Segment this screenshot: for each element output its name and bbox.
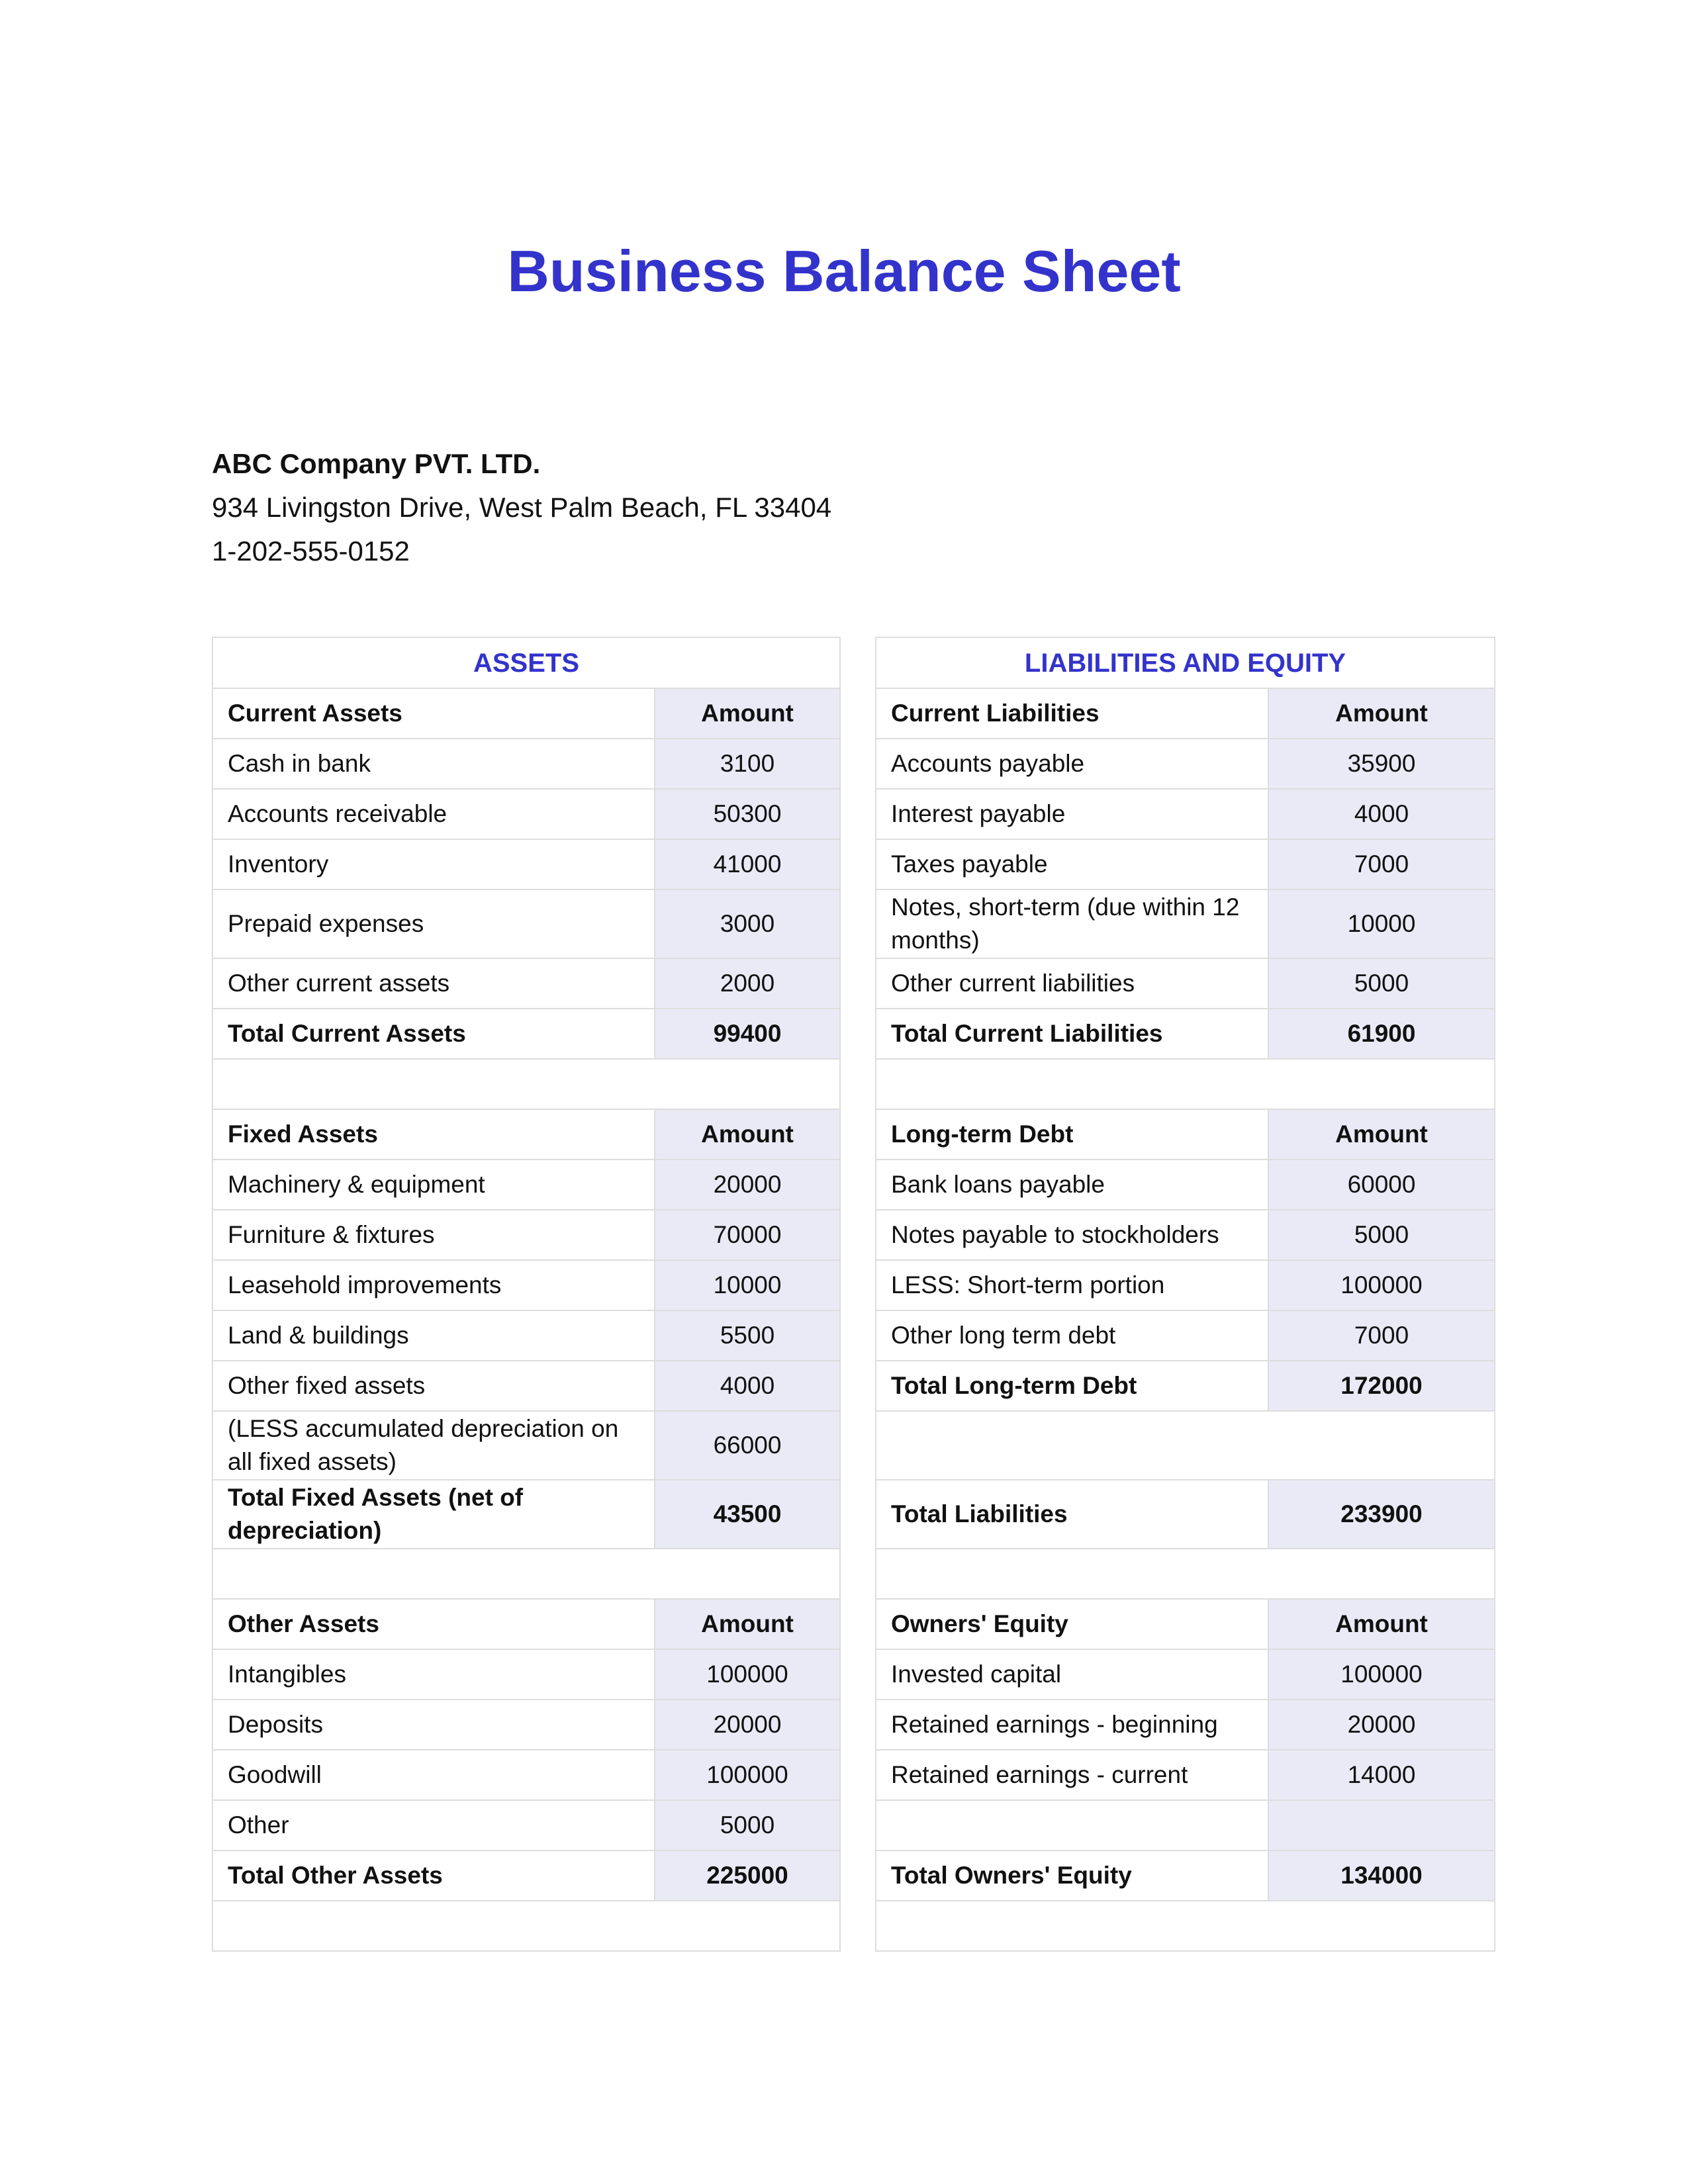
owners-equity-header-row: [876, 1599, 1495, 1649]
total-amount: 172000: [1268, 1361, 1495, 1411]
table-row: [212, 1210, 840, 1260]
row-amount: 7000: [1268, 839, 1495, 889]
total-label: Total Current Assets: [212, 1009, 655, 1059]
assets-table: [212, 637, 841, 1952]
row-amount: 5000: [1268, 958, 1495, 1009]
liabilities-table: [875, 637, 1495, 1952]
table-row: [212, 1750, 840, 1800]
row-label: Interest payable: [876, 789, 1268, 839]
table-row: [876, 1260, 1495, 1310]
row-label: Cash in bank: [212, 739, 655, 789]
company-address: 934 Livingston Drive, West Palm Beach, FL 33404: [212, 492, 832, 523]
total-amount: 43500: [655, 1480, 840, 1549]
amount-header: Amount: [1268, 1599, 1495, 1649]
row-label: Other current liabilities: [876, 958, 1268, 1009]
current-assets-header: Current Assets: [212, 688, 655, 739]
amount-header: Amount: [655, 1109, 840, 1160]
table-row: [212, 1260, 840, 1310]
row-label: Retained earnings - beginning: [876, 1700, 1268, 1750]
row-label: Other fixed assets: [212, 1361, 655, 1411]
table-row: [876, 739, 1495, 789]
table-row: [876, 1160, 1495, 1210]
row-amount: 14000: [1268, 1750, 1495, 1800]
row-label: Leasehold improvements: [212, 1260, 655, 1310]
long-term-debt-header-row: [876, 1109, 1495, 1160]
row-amount: 4000: [655, 1361, 840, 1411]
row-amount: 5500: [655, 1310, 840, 1361]
table-row: [876, 1750, 1495, 1800]
total-row: [212, 1009, 840, 1059]
table-row: [876, 1700, 1495, 1750]
row-amount: 7000: [1268, 1310, 1495, 1361]
total-label: Total Current Liabilities: [876, 1009, 1268, 1059]
row-amount: 35900: [1268, 739, 1495, 789]
spacer-cell: [876, 1411, 1495, 1480]
row-label: LESS: Short-term portion: [876, 1260, 1268, 1310]
spacer-row: [876, 1549, 1495, 1599]
spacer-row: [876, 1411, 1495, 1480]
row-label: Prepaid expenses: [212, 889, 655, 958]
table-row: [212, 1310, 840, 1361]
row-amount: 41000: [655, 839, 840, 889]
empty-amount-cell: [1268, 1800, 1495, 1850]
total-label: Total Long-term Debt: [876, 1361, 1268, 1411]
spacer-row: [212, 1549, 840, 1599]
assets-heading: ASSETS: [212, 637, 840, 688]
spacer-cell: [876, 1059, 1495, 1109]
table-row: [212, 839, 840, 889]
row-label: Other current assets: [212, 958, 655, 1009]
row-amount: 66000: [655, 1411, 840, 1480]
total-row: [876, 1361, 1495, 1411]
table-row: [212, 1700, 840, 1750]
row-amount: 5000: [655, 1800, 840, 1850]
total-row: [876, 1850, 1495, 1901]
total-amount: 61900: [1268, 1009, 1495, 1059]
total-label: Total Owners' Equity: [876, 1850, 1268, 1901]
total-amount: 134000: [1268, 1850, 1495, 1901]
fixed-assets-header-row: [212, 1109, 840, 1160]
table-row: [876, 839, 1495, 889]
row-label: Retained earnings - current: [876, 1750, 1268, 1800]
row-amount: 60000: [1268, 1160, 1495, 1210]
total-liabilities-row: [876, 1480, 1495, 1549]
row-label: Other long term debt: [876, 1310, 1268, 1361]
row-label: Notes, short-term (due within 12 months): [876, 889, 1268, 958]
row-label: Bank loans payable: [876, 1160, 1268, 1210]
liabilities-heading: LIABILITIES AND EQUITY: [876, 637, 1495, 688]
row-amount: 50300: [655, 789, 840, 839]
spacer-row: [212, 1901, 840, 1951]
row-amount: 10000: [655, 1260, 840, 1310]
amount-header: Amount: [655, 1599, 840, 1649]
total-row: [876, 1009, 1495, 1059]
row-label: Deposits: [212, 1700, 655, 1750]
table-row: [212, 1800, 840, 1850]
table-row: [212, 739, 840, 789]
other-assets-header: Other Assets: [212, 1599, 655, 1649]
table-row: [212, 1649, 840, 1700]
row-label: Intangibles: [212, 1649, 655, 1700]
table-row: [876, 889, 1495, 958]
row-label: Inventory: [212, 839, 655, 889]
table-row: [876, 789, 1495, 839]
row-amount: 5000: [1268, 1210, 1495, 1260]
row-amount: 20000: [655, 1700, 840, 1750]
total-label: Total Other Assets: [212, 1850, 655, 1901]
row-label: (LESS accumulated depreciation on all fixed assets): [212, 1411, 655, 1480]
row-amount: 10000: [1268, 889, 1495, 958]
total-label: Total Fixed Assets (net of depreciation): [212, 1480, 655, 1549]
company-name: ABC Company PVT. LTD.: [212, 448, 541, 479]
spacer-cell: [876, 1901, 1495, 1951]
row-label: Goodwill: [212, 1750, 655, 1800]
table-row: [876, 958, 1495, 1009]
spacer-cell: [212, 1549, 840, 1599]
amount-header: Amount: [655, 688, 840, 739]
fixed-assets-header: Fixed Assets: [212, 1109, 655, 1160]
company-info: [212, 442, 831, 573]
spacer-row: [876, 1059, 1495, 1109]
row-label: Land & buildings: [212, 1310, 655, 1361]
amount-header: Amount: [1268, 688, 1495, 739]
row-amount: 100000: [655, 1750, 840, 1800]
row-label: Other: [212, 1800, 655, 1850]
empty-label-cell: [876, 1800, 1268, 1850]
row-label: Accounts receivable: [212, 789, 655, 839]
long-term-debt-header: Long-term Debt: [876, 1109, 1268, 1160]
row-amount: 2000: [655, 958, 840, 1009]
row-amount: 3100: [655, 739, 840, 789]
total-liabilities-label: Total Liabilities: [876, 1480, 1268, 1549]
table-row: [876, 1649, 1495, 1700]
row-label: Machinery & equipment: [212, 1160, 655, 1210]
table-row: [212, 958, 840, 1009]
total-amount: 225000: [655, 1850, 840, 1901]
table-row: [212, 789, 840, 839]
row-label: Accounts payable: [876, 739, 1268, 789]
row-label: Notes payable to stockholders: [876, 1210, 1268, 1260]
spacer-row: [876, 1901, 1495, 1951]
row-amount: 4000: [1268, 789, 1495, 839]
row-label: Invested capital: [876, 1649, 1268, 1700]
row-amount: 100000: [1268, 1260, 1495, 1310]
company-phone: 1-202-555-0152: [212, 535, 410, 567]
table-row: [876, 1210, 1495, 1260]
other-assets-header-row: [212, 1599, 840, 1649]
total-row: [212, 1480, 840, 1549]
spacer-cell: [212, 1901, 840, 1951]
row-amount: 20000: [1268, 1700, 1495, 1750]
row-amount: 100000: [1268, 1649, 1495, 1700]
row-label: Furniture & fixtures: [212, 1210, 655, 1260]
table-row: [212, 1160, 840, 1210]
current-liabilities-header-row: [876, 688, 1495, 739]
owners-equity-header: Owners' Equity: [876, 1599, 1268, 1649]
empty-row: [876, 1800, 1495, 1850]
current-liabilities-header: Current Liabilities: [876, 688, 1268, 739]
row-label: Taxes payable: [876, 839, 1268, 889]
current-assets-header-row: [212, 688, 840, 739]
total-liabilities-amount: 233900: [1268, 1480, 1495, 1549]
row-amount: 70000: [655, 1210, 840, 1260]
spacer-cell: [876, 1549, 1495, 1599]
amount-header: Amount: [1268, 1109, 1495, 1160]
table-row: [876, 1310, 1495, 1361]
table-row: [212, 889, 840, 958]
total-amount: 99400: [655, 1009, 840, 1059]
table-row: [212, 1411, 840, 1480]
spacer-cell: [212, 1059, 840, 1109]
row-amount: 3000: [655, 889, 840, 958]
row-amount: 100000: [655, 1649, 840, 1700]
total-row: [212, 1850, 840, 1901]
table-row: [212, 1361, 840, 1411]
page-title: Business Balance Sheet: [507, 238, 1181, 304]
row-amount: 20000: [655, 1160, 840, 1210]
spacer-row: [212, 1059, 840, 1109]
